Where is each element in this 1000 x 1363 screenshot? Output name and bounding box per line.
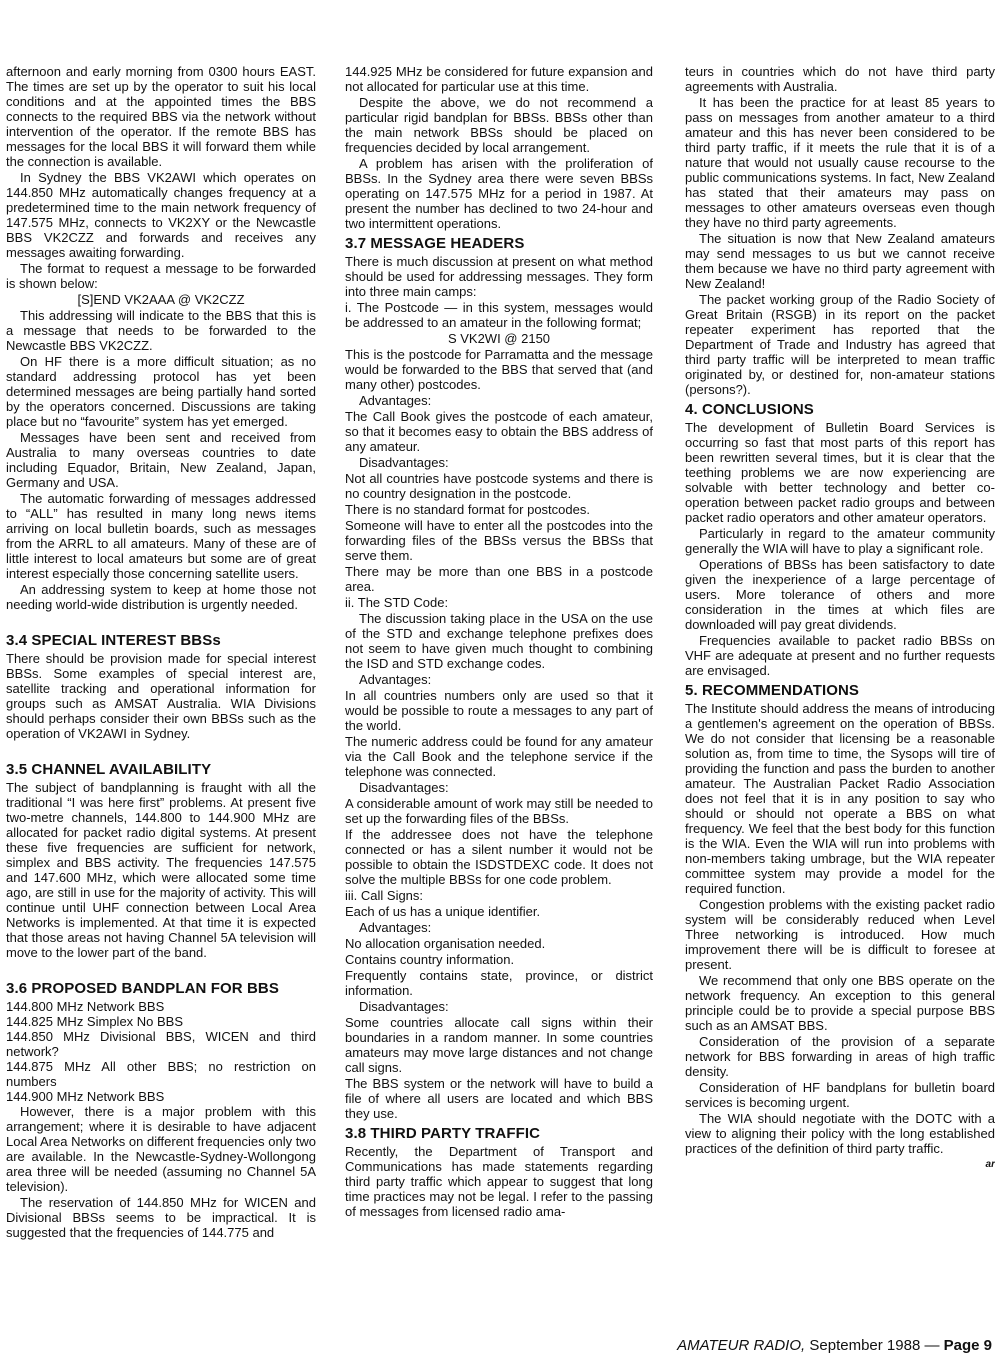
- paragraph: There is much discussion at present on what method should be used for addressing messages. They form into three main camps:: [345, 254, 653, 299]
- bandplan-item: 144.825 MHz Simplex No BBS: [6, 1014, 184, 1029]
- paragraph: Operations of BBSs has been satisfactory to date given the inexperience of a large percentage of users. More tolerance of others and more consideration in the times at which files are downloaded will pay great dividends.: [685, 557, 995, 632]
- paragraph: The situation is now that New Zealand amateurs may send messages to us but we cannot receive them because we have no third party agreement with New Zealand!: [685, 231, 995, 291]
- paragraph: The numeric address could be found for any amateur via the Call Book and the telephone service if the telephone was connected.: [345, 734, 653, 779]
- paragraph: There may be more than one BBS in a postcode area.: [345, 564, 653, 594]
- paragraph: 144.925 MHz be considered for future expansion and not allocated for particular use at this time.: [345, 64, 653, 94]
- advantages-label: Advantages:: [359, 920, 432, 935]
- paragraph: However, there is a major problem with this arrangement; where it is desirable to have adjacent Local Area Networks on different frequencies only two are available. In the Newcastle-Sydney-Wollongong area three will be needed (assuming no Channel 5A television).: [6, 1104, 316, 1194]
- paragraph: Messages have been sent and received from Australia to many overseas countries to date including Equador, Britain, New Zealand, Japan, Germany and USA.: [6, 430, 316, 490]
- paragraph: We recommend that only one BBS operate on the network frequency. An exception to this general principle could be to provide a special purpose BBS such as an AMSAT BBS.: [685, 973, 995, 1033]
- paragraph: afternoon and early morning from 0300 hours EAST. The times are set up by the operator to suit his local conditions and at the appointed times the BBS connects to the required BBS via the network without intervention of the operator. If the remote BBS has messages for the local BBS it will forward them while the connection is available.: [6, 64, 316, 169]
- paragraph: The Institute should address the means of introducing a gentlemen's agreement on the operation of BBSs. We do not consider that licensing be a reasonable solution as, from time to time, the Sysops will tire of providing the function and pass the burden to another amateur. The Australian Packet Radio Association does not feel that it is in any position to say who should or should not operate a BBS on what frequency. We feel that the best body for this function is the WIA. Even the WIA will run into problems with non-members taking umbrage, but the WIA repeater committee system may provide a model for the required function.: [685, 701, 995, 896]
- paragraph: There should be provision made for special interest BBSs. Some examples of special interest are, satellite tracking and operational information for groups such as AMSAT Australia. WIA Divisions should perhaps consider their own BBSs such as the operation of VK2AWI in Sydney.: [6, 651, 316, 741]
- paragraph: Some countries allocate call signs within their boundaries in a random manner. In some countries amateurs may move large distances and not change call signs.: [345, 1015, 653, 1075]
- paragraph: The format to request a message to be forwarded is shown below:: [6, 261, 316, 291]
- disadvantages-label: Disadvantages:: [359, 455, 449, 470]
- paragraph: Contains country information.: [345, 952, 515, 967]
- paragraph: The discussion taking place in the USA on the use of the STD and exchange telephone prefixes does not seem to have given much thought to combining the ISD and STD exchange codes.: [345, 611, 653, 671]
- paragraph: An addressing system to keep at home those not needing world-wide distribution is urgently needed.: [6, 582, 316, 612]
- paragraph: The WIA should negotiate with the DOTC with a view to aligning their policy with the long established practices of the definition of third party traffic.: [685, 1111, 995, 1156]
- address-example: S VK2WI @ 2150: [447, 331, 551, 346]
- paragraph: Consideration of HF bandplans for bulletin board services is becoming urgent.: [685, 1080, 995, 1110]
- bandplan-item: 144.850 MHz Divisional BBS, WICEN and third network?: [6, 1029, 316, 1059]
- disadvantages-label: Disadvantages:: [359, 780, 449, 795]
- section-heading: 3.7 MESSAGE HEADERS: [345, 235, 525, 252]
- paragraph: teurs in countries which do not have third party agreements with Australia.: [685, 64, 995, 94]
- section-heading: 3.5 CHANNEL AVAILABILITY: [6, 761, 212, 778]
- paragraph: iii. Call Signs:: [345, 888, 424, 903]
- paragraph: It has been the practice for at least 85 years to pass on messages from another amateur to a third amateur and this has never been considered to be third party traffic, if it meets the rule that it is of a nature that would not usually cause recourse to the public communications systems. In fact, New Zealand has stated that their amateurs may pass on messages to other amateurs overseas even though they have no third party agreements.: [685, 95, 995, 230]
- paragraph: The subject of bandplanning is fraught with all the traditional “I was here first” problems. At present five two-metre channels, 144.800 to 144.900 MHz are allocated for packet radio digital systems. At present these five frequencies are sufficient for network, simplex and BBS activity. The frequencies 147.575 and 147.600 MHz, which were allocated some time ago, are still in use for the majority of activity. This will continue until UHF connection between Local Area Networks is implemented. At that time it is expected that those areas not having Channel 5A television will move to the lower part of the band.: [6, 780, 316, 960]
- paragraph: The packet working group of the Radio Society of Great Britain (RSGB) in its report on the packet repeater experiment has reported that the Department of Trade and Industry has agreed that third party traffic will be interpreted to mean traffic originated by, or destined for, non-amateur stations (persons?).: [685, 292, 995, 397]
- paragraph: ii. The STD Code:: [345, 595, 449, 610]
- paragraph: Particularly in regard to the amateur community generally the WIA will have to play a significant role.: [685, 526, 995, 556]
- end-mark: ar: [985, 1159, 995, 1170]
- page-footer: [600, 1337, 992, 1354]
- address-example: [S]END VK2AAA @ VK2CZZ: [77, 292, 245, 307]
- paragraph: Frequencies available to packet radio BBSs on VHF are adequate at present and no further requests are envisaged.: [685, 633, 995, 678]
- paragraph: i. The Postcode — in this system, messages would be addressed to an amateur in the following format;: [345, 300, 653, 330]
- paragraph: Each of us has a unique identifier.: [345, 904, 541, 919]
- paragraph: The reservation of 144.850 MHz for WICEN and Divisional BBSs seems to be impractical. It is suggested that the frequencies of 144.775 and: [6, 1195, 316, 1240]
- section-heading: 5. RECOMMENDATIONS: [685, 682, 860, 699]
- section-heading: 3.8 THIRD PARTY TRAFFIC: [345, 1125, 541, 1142]
- disadvantages-label: Disadvantages:: [359, 999, 449, 1014]
- bandplan-item: 144.875 MHz All other BBS; no restriction on numbers: [6, 1059, 316, 1089]
- paragraph: A problem has arisen with the proliferation of BBSs. In the Sydney area there were seven BBSs operating on 147.575 MHz for a period in 1987. At present the number has declined to two 24-hour and two intermittent operations.: [345, 156, 653, 231]
- paragraph: There is no standard format for postcodes.: [345, 502, 590, 517]
- bandplan-item: 144.900 MHz Network BBS: [6, 1089, 165, 1104]
- bandplan-item: 144.800 MHz Network BBS: [6, 999, 165, 1014]
- paragraph: This is the postcode for Parramatta and the message would be forwarded to the BBS that served that (and many other) postcodes.: [345, 347, 653, 392]
- paragraph: The BBS system or the network will have to build a file of where all users are located and which BBS they use.: [345, 1076, 653, 1121]
- paragraph: The Call Book gives the postcode of each amateur, so that it becomes easy to obtain the BBS address of any amateur.: [345, 409, 653, 454]
- section-heading: 4. CONCLUSIONS: [685, 401, 814, 418]
- paragraph: Frequently contains state, province, or district information.: [345, 968, 653, 998]
- paragraph: In Sydney the BBS VK2AWI which operates on 144.850 MHz automatically changes frequency at a predetermined time to the main network frequency of 147.575 MHz, connects to VK2XY or the Newcastle BBS VK2CZZ and forwards and receives any messages awaiting forwarding.: [6, 170, 316, 260]
- section-heading: 3.6 PROPOSED BANDPLAN FOR BBS: [6, 980, 279, 997]
- section-heading: 3.4 SPECIAL INTEREST BBSs: [6, 632, 221, 649]
- paragraph: In all countries numbers only are used so that it would be possible to route a messages to any part of the world.: [345, 688, 653, 733]
- advantages-label: Advantages:: [359, 393, 432, 408]
- paragraph: No allocation organisation needed.: [345, 936, 546, 951]
- paragraph: Not all countries have postcode systems and there is no country designation in the postcode.: [345, 471, 653, 501]
- column-3: [685, 64, 995, 1329]
- paragraph: Someone will have to enter all the postcodes into the forwarding files of the BBSs versus the BBSs that serve them.: [345, 518, 653, 563]
- paragraph: The development of Bulletin Board Services is occurring so fast that most parts of this report has been rewritten several times, but it is clear that the teething problems we are now experiencing are solvable with better technology and better co-operation between packet radio groups and between packet radio operators and other amateur operators.: [685, 420, 995, 525]
- paragraph: Consideration of the provision of a separate network for BBS forwarding in areas of high traffic density.: [685, 1034, 995, 1079]
- paragraph: On HF there is a more difficult situation; as no standard addressing protocol has yet been determined messages are being partially hand sorted by the operators concerned. Discussions are taking place but no “favourite” system has yet emerged.: [6, 354, 316, 429]
- paragraph: Despite the above, we do not recommend a particular rigid bandplan for BBSs. BBSs other than the main network BBSs should be placed on frequencies decided by local arrangement.: [345, 95, 653, 155]
- column-2: [345, 64, 653, 1324]
- paragraph: The automatic forwarding of messages addressed to “ALL” has resulted in many long news items arriving on local bulletin boards, such as messages from the ARRL to all amateurs. Many of these are of little interest to local amateurs but some are of great interest especially those concerning satellite users.: [6, 491, 316, 581]
- paragraph: A considerable amount of work may still be needed to set up the forwarding files of the BBSs.: [345, 796, 653, 826]
- paragraph: Recently, the Department of Transport and Communications has made statements regarding third party traffic which appear to suggest that long time practices may not be legal. I refer to the passing of messages from licensed radio ama-: [345, 1144, 653, 1219]
- issue-date: September 1988 —: [809, 1337, 940, 1354]
- paragraph: Congestion problems with the existing packet radio system will be considerably reduced when Level Three networking is introduced. How much improvement there will be is difficult to foresee at present.: [685, 897, 995, 972]
- magazine-name: AMATEUR RADIO,: [677, 1337, 806, 1354]
- paragraph: This addressing will indicate to the BBS that this is a message that needs to be forwarded to the Newcastle BBS VK2CZZ.: [6, 308, 316, 353]
- paragraph: If the addressee does not have the telephone connected or has a silent number it would not be possible to obtain the ISDSTDEXC code. It does not solve the multiple BBSs for one code problem.: [345, 827, 653, 887]
- page-number: Page 9: [943, 1337, 992, 1354]
- column-1: [6, 64, 316, 1294]
- advantages-label: Advantages:: [359, 672, 432, 687]
